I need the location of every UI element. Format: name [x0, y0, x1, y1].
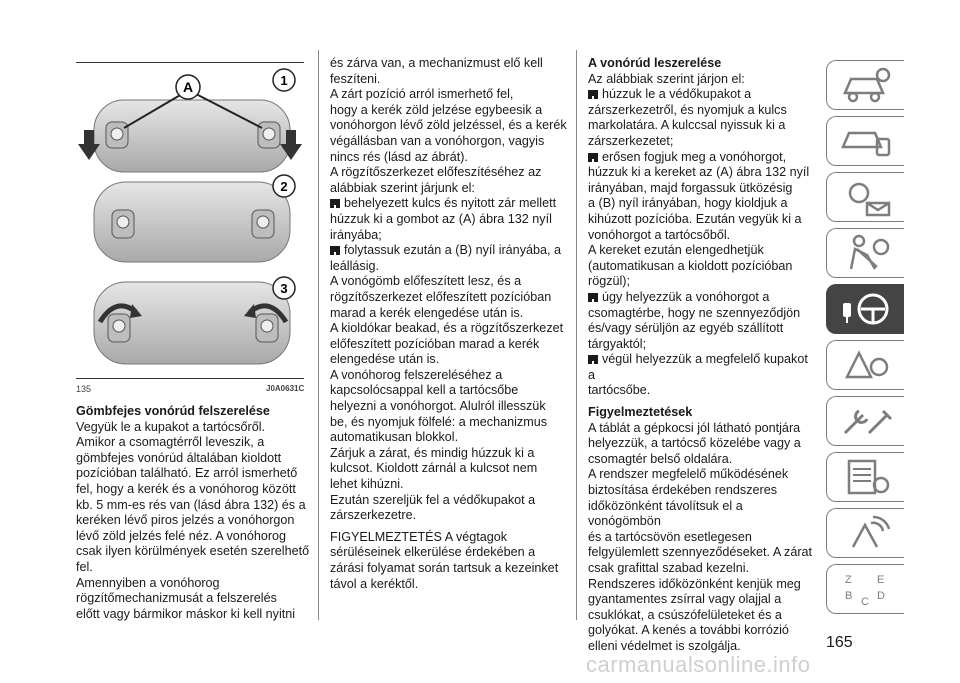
- text-line: A kereket ezután elengedhetjük: [588, 243, 764, 258]
- figure-code: J0A0631C: [266, 384, 305, 393]
- column-2: [330, 56, 570, 592]
- text-line: végül helyezzük a megfelelő kupakot a: [588, 352, 808, 382]
- section-heading: Gömbfejes vonórúd felszerelése: [76, 404, 270, 418]
- text-line: keréken lévő piros jelzés a vonóhorgon: [76, 513, 295, 528]
- column-3: [588, 56, 818, 655]
- text-line: Amennyiben a vonóhorog: [76, 575, 220, 590]
- text-line: úgy helyezzük a vonóhorgot a: [588, 290, 818, 306]
- text-line: markolatára. A kulccsal nyissuk ki a: [588, 118, 786, 133]
- text-line: csuklókat, a csúszófelületeket és a: [588, 607, 782, 622]
- text-line: és/vagy sérüljön az egyéb szállított: [588, 321, 784, 336]
- text-line: tárgyaktól;: [588, 336, 647, 351]
- text-line: rögzül);: [588, 274, 630, 289]
- text-line: Zárjuk a zárat, és mindig húzzuk ki a: [330, 445, 535, 460]
- tab-driving[interactable]: [826, 284, 904, 334]
- text-line: zárási folyamat során tartsuk a kezeinket: [330, 561, 559, 575]
- text-line: lehet kihúzni.: [330, 477, 404, 492]
- column-divider: [576, 50, 577, 620]
- text-line: Ezután szereljük fel a védőkupakot a: [330, 492, 536, 507]
- text-line: hogy a kerék zöld jelzése egybeesik a: [330, 102, 543, 117]
- alphabetical-index-icon: [837, 569, 895, 609]
- text-line: A rögzítőszerkezet előfeszítéséhez az: [330, 165, 542, 180]
- callout-1: 1: [280, 73, 288, 88]
- text-line: pozícióban található. Ez arról ismerhető: [76, 466, 298, 481]
- bullet-icon: [330, 199, 340, 208]
- chapter-tabs: [826, 60, 904, 620]
- text-line: Az alábbiak szerint járjon el:: [588, 71, 745, 86]
- text-line: felgyülemlett szennyeződéseket. A zárat: [588, 545, 813, 560]
- text-line: kulcsot. Kioldott zárnál a kulcsot nem: [330, 461, 538, 476]
- text-line: kihúzott pozícióba. Ezután vegyük ki a: [588, 211, 802, 226]
- tab-vehicle[interactable]: [826, 116, 904, 166]
- text-line: A zárt pozíció arról ismerhető fel,: [330, 87, 514, 102]
- text-line: húzzuk ki a kereket az (A) ábra 132 nyíl: [588, 165, 810, 180]
- section-heading: A vonórúd leszerelése: [588, 56, 722, 70]
- column-1: [76, 404, 312, 622]
- car-dashboard-icon: [837, 65, 895, 105]
- tab-dashboard[interactable]: [826, 60, 904, 110]
- panel-2: [94, 175, 295, 262]
- text-line: vonóhorgot a tartócsőből.: [588, 227, 731, 242]
- svg-text:C: C: [860, 596, 869, 608]
- text-line: feszíteni.: [330, 71, 381, 86]
- text-line: be, és nyomjuk fölfelé: a mechanizmus: [330, 414, 547, 429]
- emergency-icon: [837, 345, 895, 385]
- airbag-seatbelt-icon: [837, 233, 895, 273]
- tab-maintenance[interactable]: [826, 396, 904, 446]
- tab-warning-lights[interactable]: [826, 172, 904, 222]
- text-line: lévő zöld jelzés felé néz. A vonóhorog: [76, 528, 287, 543]
- text-line: Vegyük le a kupakot a tartócsőről.: [76, 419, 266, 434]
- multimedia-icon: [837, 513, 895, 553]
- text-line: elengedése után is.: [330, 352, 440, 367]
- text-line: rögzítőszerkezet előfeszített pozícióban: [330, 289, 552, 304]
- callout-2: 2: [280, 179, 288, 194]
- text-line: nincs rés (lásd az ábrát).: [330, 149, 468, 164]
- page-number: 165: [826, 634, 853, 651]
- text-line: csomagtér belső oldalára.: [588, 451, 733, 466]
- tab-technical-data[interactable]: [826, 452, 904, 502]
- text-line: húzzuk ki a gombot az (A) ábra 132 nyíl: [330, 211, 552, 226]
- text-line: alábbiak szerint járjunk el:: [330, 180, 475, 195]
- panel-3: [94, 277, 295, 364]
- text-line: biztosítása érdekében rendszeres: [588, 483, 778, 498]
- tow-hitch-figure: [76, 60, 304, 370]
- panel-1: [78, 69, 302, 172]
- text-line: irányába;: [330, 227, 382, 242]
- tab-emergency[interactable]: [826, 340, 904, 390]
- text-line: zárszerkezetről, és nyomjuk a kulcs: [588, 102, 787, 117]
- wrench-icon: [837, 401, 895, 441]
- text-line: marad a kerék elengedése után is.: [330, 305, 524, 320]
- text-line: csomagtérbe, hogy ne szennyeződjön: [588, 305, 801, 320]
- text-line: csak grafittal szabad kezelni.: [588, 561, 750, 575]
- figure-number: 135: [76, 384, 92, 394]
- text-line: kb. 5 mm-es rés van (lásd ábra 132) és a: [76, 497, 306, 512]
- text-line: automatikusan blokkol.: [330, 430, 459, 445]
- text-line: A vonógömb előfeszített lesz, és a: [330, 274, 522, 289]
- warning-light-icon: [837, 177, 895, 217]
- tab-index[interactable]: [826, 564, 904, 614]
- text-line: zárszerkezetre.: [330, 508, 417, 523]
- text-line: FIGYELMEZTETÉS A végtagok: [330, 529, 508, 544]
- steering-wheel-key-icon: [837, 289, 895, 329]
- watermark: carmanualsonline.info: [586, 652, 811, 677]
- text-line: végállásban van a vonóhorgon, vagyis: [330, 133, 545, 148]
- text-line: tartócsőbe.: [588, 383, 651, 398]
- text-line: A kioldókar beakad, és a rögzítőszerkezet: [330, 321, 564, 336]
- technical-data-icon: [837, 457, 895, 497]
- bullet-icon: [588, 153, 598, 162]
- text-line: Amikor a csomagtérről leveszik, a: [76, 435, 265, 450]
- text-line: golyókat. A kenés a további korrózió: [588, 623, 789, 638]
- text-line: húzzuk le a védőkupakot a: [588, 87, 818, 103]
- bullet-icon: [330, 246, 340, 255]
- text-line: kapcsolócsappal kell a tartócsőbe: [330, 383, 519, 398]
- bullet-icon: [588, 355, 598, 364]
- bullet-icon: [588, 90, 598, 99]
- text-line: a (B) nyíl irányában, hogy kioldjuk a: [588, 196, 788, 211]
- column-divider: [318, 50, 319, 620]
- text-line: távol a keréktől.: [330, 576, 419, 591]
- tab-safety[interactable]: [826, 228, 904, 278]
- text-line: erősen fogjuk meg a vonóhorgot,: [588, 150, 818, 166]
- text-line: zárszerkezetet;: [588, 133, 674, 148]
- callout-3: 3: [280, 281, 288, 296]
- text-line: sérüléseinek elkerülése érdekében a: [330, 545, 536, 560]
- text-line: és a tartócsövön esetlegesen: [588, 529, 752, 544]
- text-line: leállásig.: [330, 258, 380, 273]
- bullet-icon: [588, 293, 598, 302]
- text-line: fel.: [76, 559, 93, 574]
- label-a: A: [182, 79, 194, 95]
- figure-bottom-rule: [76, 378, 304, 379]
- svg-text:E: E: [876, 574, 884, 586]
- text-line: Rendszeres időközönként kenjük meg: [588, 576, 801, 591]
- tab-multimedia[interactable]: [826, 508, 904, 558]
- text-line: vonóhorgon lévő zöld jelzéssel, és a kerék: [330, 118, 567, 133]
- svg-text:B: B: [844, 590, 852, 602]
- text-line: (automatikusan a kioldott pozícióban: [588, 258, 793, 273]
- text-line: helyezni a vonóhorgot. Alulról illesszük: [330, 399, 546, 414]
- text-line: A táblát a gépkocsi jól látható pontjára: [588, 420, 801, 435]
- text-line: A rendszer megfelelő működésének: [588, 467, 789, 482]
- text-line: rögzítőmechanizmusát a felszerelés: [76, 591, 277, 606]
- text-line: A vonóhorog felszereléséhez a: [330, 367, 503, 382]
- text-line: folytassuk ezután a (B) nyíl irányába, a: [330, 243, 570, 259]
- text-line: előfeszített pozícióban marad a kerék: [330, 336, 540, 351]
- text-line: helyezzük, a tartócső közelébe vagy a: [588, 436, 801, 451]
- text-line: irányában, majd forgassuk ütközésig: [588, 180, 793, 195]
- text-line: fel, hogy a kerék és a vonóhorog között: [76, 481, 296, 496]
- text-line: időközönként távolítsuk el a vonógömbön: [588, 498, 743, 529]
- text-line: elleni védelmet is szolgálja.: [588, 638, 741, 653]
- svg-text:D: D: [876, 590, 885, 602]
- text-line: gyantamentes zsírral vagy olajjal a: [588, 592, 782, 607]
- section-heading: Figyelmeztetések: [588, 405, 693, 420]
- car-key-icon: [837, 121, 895, 161]
- text-line: és zárva van, a mechanizmust elő kell: [330, 56, 543, 70]
- text-line: csak ilyen körülmények esetén szerelhető: [76, 544, 310, 559]
- text-line: behelyezett kulcs és nyitott zár mellett: [330, 196, 570, 212]
- text-line: előtt vagy bármikor máskor ki kell nyitni: [76, 606, 296, 621]
- svg-text:Z: Z: [844, 574, 852, 586]
- text-line: gömbfejes vonórúd általában kioldott: [76, 450, 282, 465]
